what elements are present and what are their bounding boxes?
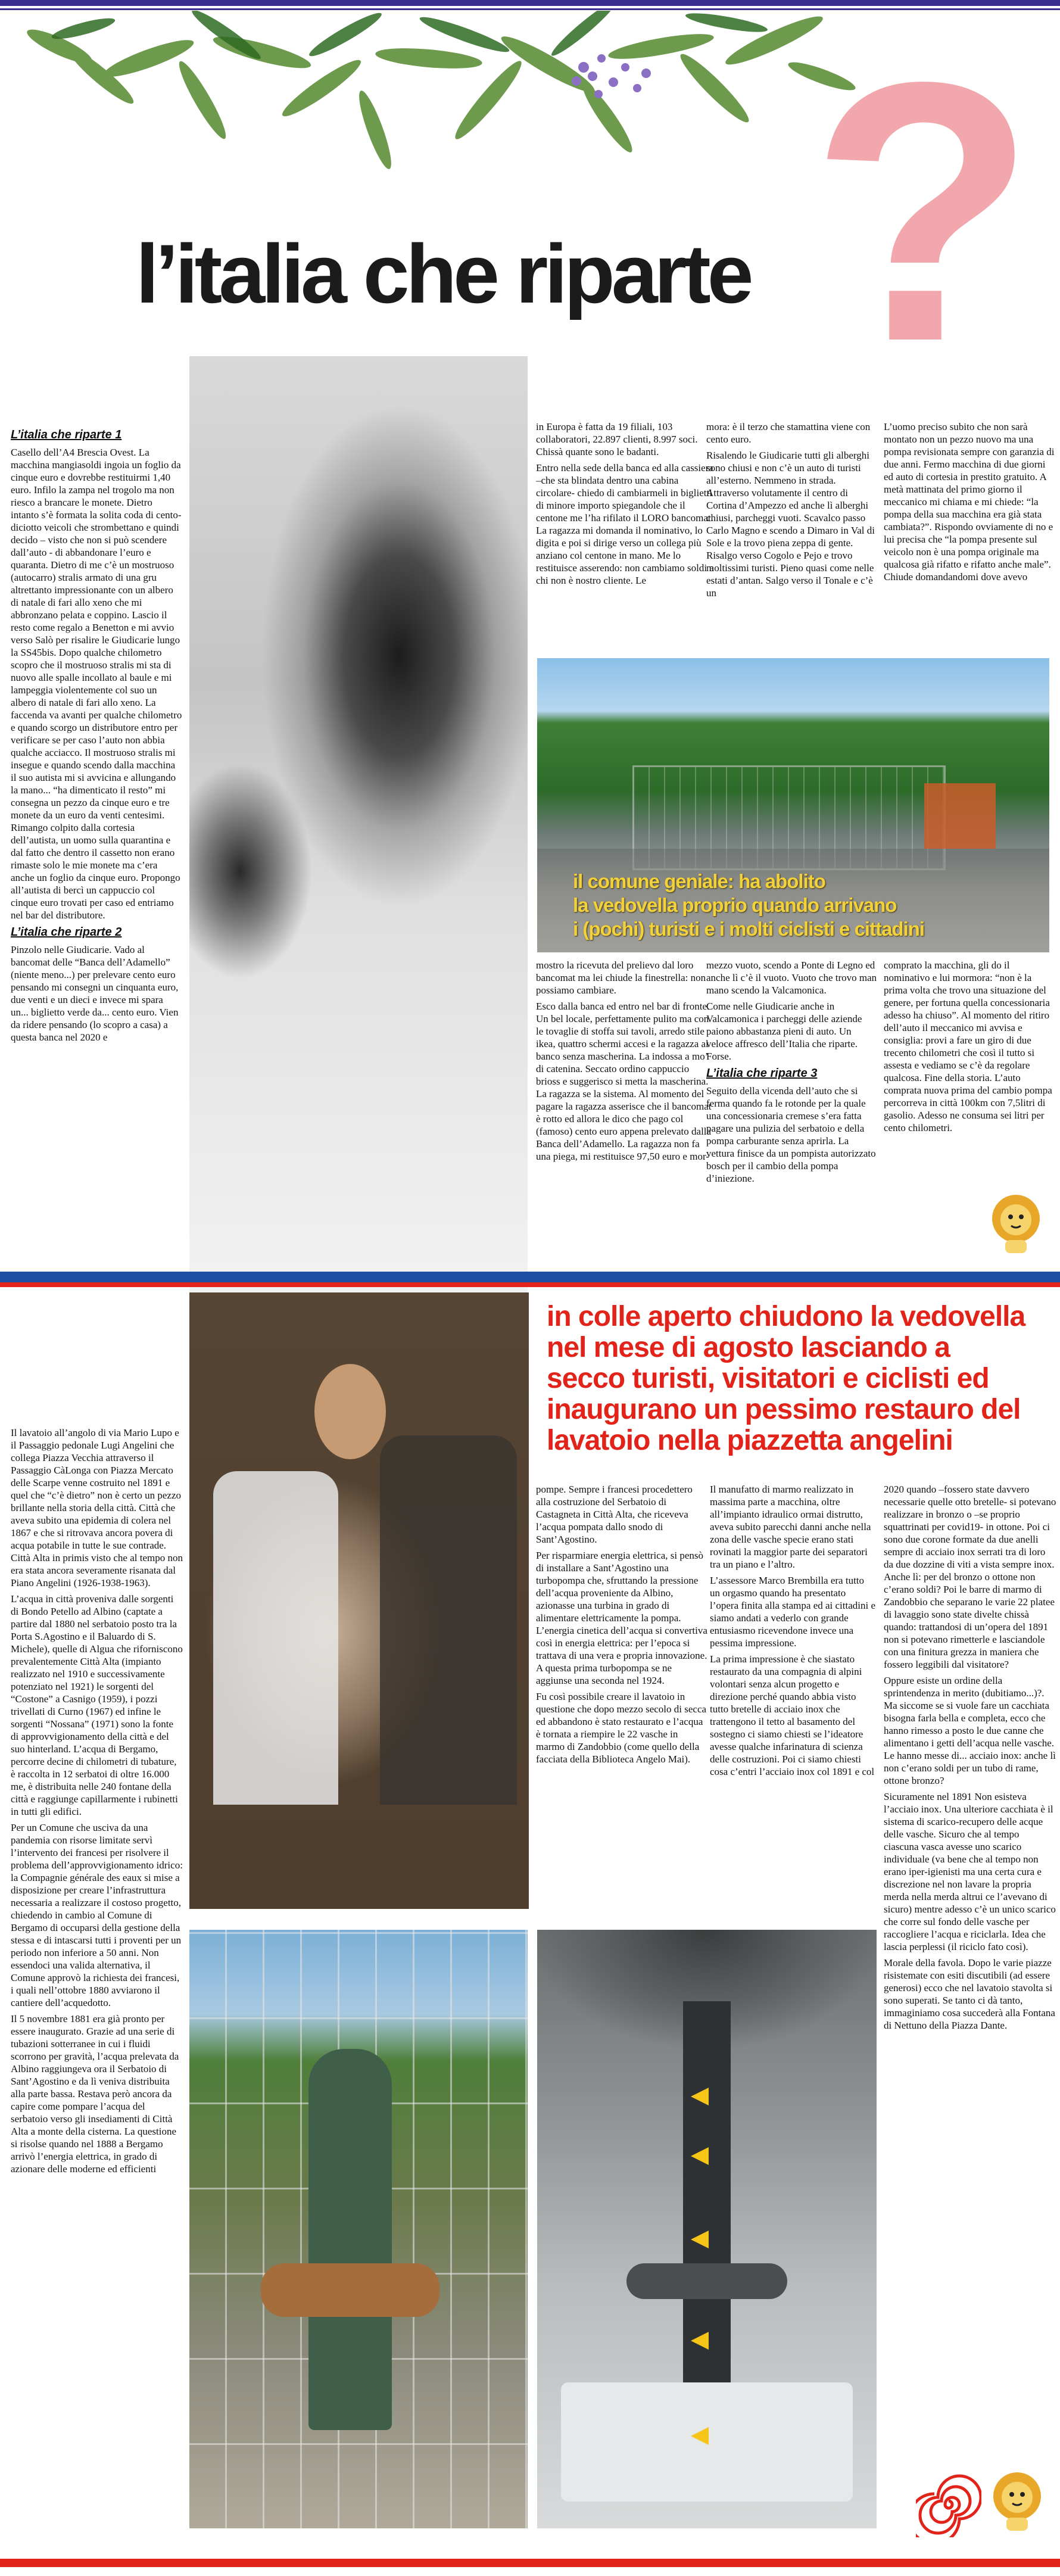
lavatoio-col-4 [884,1483,1056,2466]
story-paragraph: Casello dell’A4 Brescia Ovest. La macchina mangiasoldi ingoia un foglio da cinque euro e dovrebbe restituirmi 1,40 euro. Infilo la zampa nel trogolo ma non riesco a brancare le monete. Dietro intanto s’è formata la solita coda di cento-diciotto veicoli che strombettano e quindi decido – visto che non si può scendere dall’auto - di abbandonare l’euro e quaranta. Dietro di me c’è un mostruoso (autocarro) stralis armato di una gru altrettanto impressionante con un albero di natale di fari allo xeno che mi abbronzano pelata e coppino. Lascio il resto come regalo a Benetton e mi avvio verso Salò per risalire le Giudicarie lungo la SS45bis. Dopo qualche chilometro scopro che il mostruoso stralis mi sta di nuovo alle spalle incollato al baule e mi lampeggia violentemente col suo un albero di natale di fari allo xeno. La faccenda va avanti per qualche chilometro e quando scorgo un distributore entro per verificare se per caso l’auto non abbia qualche acciacco. Il mostruoso stralis mi insegue e quando scendo dalla macchina il suo autista mi si avvicina e allungando la mano... “ha dimenticato il resto” mi consegna un pezzo da cinque euro e tre monete da un euro da venti centesimi. Rimango colpito dalla cortesia dell’autista, un uomo sulla quarantina e dal fatto che dentro il cassetto non erano rimaste solo le mie monete ma c’era anche un foglio da cinque euro. Propongo all’autista di bercì un cappuccio col cinque euro trovati per caso ed entriamo nel bar del distributore. [11,447,182,921]
lavatoio-paragraph: Il 5 novembre 1881 era già pronto per essere inaugurato. Grazie ad una serie di tubazioni sotterranee in cui i fluidi scorrono per gravità, l’acqua prelevata da Albino raggiungeva ora il Serbatoio di Sant’Agostino e da lì veniva distribuita alla parte bassa. Restava però ancora da capire come pompare l’acqua del serbatoio verso gli insediamenti di Città Alta a monte della cisterna. La questione si risolse quando nel 1888 a Bergamo arrivò l’energia elettrica, in grado di azionare delle moderne ed efficienti [11,2013,179,2175]
lavatoio-col-1 [11,1426,183,2552]
story-paragraph: Pinzolo nelle Giudicarie. Vado al bancomat delle “Banca dell’Adamello” (niente meno...) per prelevare cento euro pensando mi consegni un cinquanta euro, due venti e un dieci e invece mi spara un... biglietto verde da... cento euro. Vien da ridere pensando (lo scopro a casa) a questa banca nel 2020 e [11,944,179,1043]
top-bar-thin [0,8,1060,10]
headline: in colle aperto chiudono la vedovella nel mese di agosto lasciando a secco turisti, visitatori e ciclisti ed inaugurano un pessimo restauro del lavatoio nella piazzetta angelini [547,1301,1025,1456]
section-heading-3: L’italia che riparte 3 [706,1067,818,1080]
question-mark: ? [810,42,1036,375]
section-heading-1: L’italia che riparte 1 [11,428,122,441]
story-col-3b [706,959,879,1269]
caption-line-3: i (pochi) turisti e i molti ciclisti e cittadini [573,918,925,940]
lavatoio-col-3 [710,1483,877,1912]
story-paragraph: mezzo vuoto, scendo a Ponte di Legno ed anche lì c’è il vuoto. Vuoto che trovo man mano scendo la Valcamonica. [706,960,877,996]
top-bar [0,0,1060,6]
story-paragraph: in Europa è fatta da 19 filiali, 103 collaboratori, 22.897 clienti, 8.997 soci. Chissà quante sono le badanti. [536,421,698,457]
story-col-3 [706,420,879,653]
lavatoio-paragraph: pompe. Sempre i francesi procedettero alla costruzione del Serbatoio di Castagneta in Città Alta, che riceveva l’acqua pompata dallo snodo di Sant’Agostino. [536,1484,693,1545]
story-paragraph: mora: è il terzo che stamattina viene con cento euro. [706,421,871,445]
lion-mascot-icon [989,2469,1046,2534]
fountain-photo [189,1930,528,2528]
story-col-2b [536,959,715,1269]
lavatoio-col-2 [536,1483,709,1912]
smoke-photo [189,356,528,1292]
story-paragraph: mostro la ricevuta del prelievo dal loro bancomat ma lei chiude la finestrella: non possiamo cambiare. [536,960,706,996]
lavatoio-paragraph: L’acqua in città proveniva dalle sorgenti di Bondo Petello ad Albino (captate a partire dal 1880 nel serbatoio posto tra la Porta S.Agostino e il Baluardo di S. Michele), quelle di Algua che riforniscono prevalentemente Città Alta (impianto realizzato nel 1910 e successivamente potenziato nel 1921) le sorgenti del “Costone” a Casnigo (1959), i pozzi trivellati di Curno (1967) ed infine le sorgenti “Nossana” (1971) sono la fonte di approvvigionamento della città e del suo hinterland. L’acqua di Bergamo, percorre decine di chilometri di tubature, è raccolta in 12 serbatoi di oltre 16.000 me, è distribuita nelle 240 fontane della città e raggiunge capillarmente i rubinetti in tutti gli edifici. [11,1593,183,1817]
story-paragraph: comprato la macchina, gli do il nominativo e lui mormora: “non è la prima volta che trovo una situazione del genere, per fortuna quella concessionaria adesso ha chiuso”. Al momento del ritiro dell’auto il meccanico mi avvisa e consiglia: provi a fare un giro di due trecento chilometri che così il tutto si assesta e vediamo se c’è da regolare qualcosa. Fine della storia. L’auto comprata nuova prima del cambio pompa percorreva in città 100km con 7,5litri di gasolio. Adesso ne consuma sei litri per cento chilometri. [884,960,1052,1133]
story-col-2 [536,420,715,653]
caption-line-1: il comune geniale: ha abolito [573,870,825,892]
photo-caption [573,870,990,941]
mid-red-bar [0,1282,1060,1287]
lavatoio-paragraph: 2020 quando –fossero state davvero necessarie quelle otto bretelle- si potevano realizzare in bronzo o –se proprio squattrinati per covid19- in ottone. Poi ci sono due corone formate da due anelli sempre di acciaio inox serrati tra di loro da due dozzine di viti a vista sempre inox. Anche lì: per del bronzo o ottone non c’erano soldi? Poi le barre di marmo di Zandobbio che separano le varie 22 platee di lavaggio sono state divelte chissà quando: trattandosi di un’opera del 1891 non si potevano rimetterle e lasciandole con una finitura grezza in maniera che fossero leggibili dal visitatore? [884,1484,1056,1670]
lavatoio-paragraph: Fu così possibile creare il lavatoio in questione che dopo mezzo secolo di secca ed abbandono è stato restaurato e l’acqua è tornata a riempire le 22 vasche in marmo di Zandobbio (come quello della facciata della Biblioteca Angelo Mai). [536,1691,707,1765]
lion-mascot-icon [987,1191,1045,1257]
lavatoio-paragraph: Il manufatto di marmo realizzato in massima parte a macchina, oltre all’impianto idraulico ormai distrutto, aveva subito parecchi danni anche nella zona delle vasche specie erano stati rovinati la maggior parte dei separatori tra un piano e l’altro. [710,1484,871,1570]
leafy-plant-decoration [12,11,858,177]
lavatoio-paragraph: Il lavatoio all’angolo di via Mario Lupo e il Passaggio pedonale Lugi Angelini che collega Piazza Vecchia attraverso il Passaggio CàLonga con Piazza Mercato delle Scarpe venne costruito nel 1891 e quel che “c’è dietro” non è certo un pezzo brillante nella storia della città. Città che aveva subito una epidemia di colera nel 1867 e che si ritrovava ancora povera di acqua potabile in tutte le sue contrade. Città Alta in primis visto che al tempo non era stata ancora severamente risanata dal Piano Angelini (1926-1938-1963). [11,1427,183,1588]
section-heading-2: L’italia che riparte 2 [11,926,122,939]
arrow-annotations [685,2085,744,2472]
lavatoio-paragraph: Oppure esiste un ordine della sprintendenza in merito (dubitiamo...)?. Ma siccome se si vuole fare un cacchiata bisogna farla bella e completa, ecco che hanno rimesso a posto le due canne che alimentano i getti dell’acqua nelle vasche. Le hanno messe di... acciaio inox: anche lì non c’erano soldi per un tubo di rame, ottone bronzo? [884,1675,1056,1786]
lavatoio-paragraph: Per un Comune che usciva da una pandemia con risorse limitate servì l’intervento dei francesi per risolvere il problema dell’approvvigionamento idrico: la Compagnie générale des eaux si mise a disposizione per creare l’infrastruttura necessaria a realizzare il costoso progetto, chiedendo in cambio al Comune di Bergamo di occuparsi della gestione della stessa e di intascarsi tutti i proventi per un periodo non inferiore a 50 anni. Non essendoci una valida alternativa, il Comune approvò la richiesta dei francesi, i quali nell’ottobre 1880 avviarono il cantiere dell’acquedotto. [11,1822,183,2008]
lavatoio-paragraph: Morale della favola. Dopo le varie piazze risistemate con esiti discutibili (ad essere generosi) ecco che nel lavatoio stavolta si sono superati. Se tanto ci dà tanto, immaginiamo cosa succederà alla Fontana di Nettuno della Piazza Dante. [884,1957,1055,2031]
story-col-4b [884,959,1056,1197]
story-paragraph: L’uomo preciso subito che non sarà montato non un pezzo nuovo ma una pompa revisionata sempre con garanzia di due anni. Fermo macchina di due giorni ed auto di cortesia in prestito gratuito. A metà mattinata del primo giorno il meccanico mi chiama e mi chiede: “la pompa della sua macchina era già stata cambiata?”. Rispondo ovviamente di no e lui precisa che “la pompa presente sul veicolo non è una pompa originale ma qualcosa già rifatto e rifatto anche male”. Chiude domandandomi dove avevo [884,421,1055,583]
question-mark-graphic [804,42,1042,375]
story-col-4 [884,420,1056,653]
story-paragraph: Seguito della vicenda dell’auto che si ferma quando fa le rotonde per la quale una concessionaria cremese s’era fatta pagare una pulizia del serbatoio e della pompa carburante senza aprirla. La vettura finisce da un pompista autorizzato bosch per il cambio della pompa d’iniezione. [706,1085,876,1184]
page-title: l’italia che riparte [136,227,750,320]
story-col-1 [11,424,182,1282]
lavatoio-paragraph: La prima impressione è che siastato restaurato da una compagnia di alpini volontari senza alcun progetto e direzione perché quando abbia visto tutto bretelle di acciaio inox che trattengono il tetto al basamento del sostegno ci siamo chiesti se l’ideatore avesse qualche infarinatura di scienza delle costruzioni. Poi ci siamo chiesti cosa c’entri l’acciaio inox col 1891 e col [710,1653,875,1777]
story-paragraph: Come nelle Giudicarie anche in Valcamonica i parcheggi delle aziende paiono abbastanza pieni di auto. Un veloce affresco dell’Italia che riparte. Forse. [706,1001,862,1062]
group-photo [189,1292,529,1909]
red-spiral-icon [916,2472,981,2537]
lavatoio-paragraph: Per risparmiare energia elettrica, si pensò di installare a Sant’Agostino una turbopompa che, sfruttando la pressione dell’acqua proveniente da Albino, azionasse una turbina in grado di alimentare elettricamente la pompa. L’energia cinetica dell’acqua si convertiva così in energia elettrica: per l’epoca si trattava di una vera e propria innovazione. A questa prima turbopompa se ne aggiunse una seconda nel 1924. [536,1550,707,1686]
lavatoio-paragraph: Sicuramente nel 1891 Non esisteva l’acciaio inox. Una ulteriore cacchiata è il sistema di scarico-recupero delle acque delle vasche. Sicuro che al tempo ciascuna vasca avesse uno scarico individuale (va bene che al tempo non erano iper-igienisti ma una certa cura e discrezione nel non lavare la propria merda nella merda altrui ce l’avevano di sicuro) mentre adesso c’è un unico scarico che corre sul fondo delle vasche per raccogliere l’acqua e riciclarla. Idea che lascia perplessi (il riciclo fato così). [884,1791,1056,1952]
story-paragraph: Risalendo le Giudicarie tutti gli alberghi sono chiusi e non c’è un auto di turisti all’esterno. Nemmeno in strada. Attraverso volutamente il centro di Cortina d’Ampezzo ed anche lì alberghi chiusi, parcheggi vuoti. Scavalco passo Carlo Magno e scendo a Dimaro in Val di Sole e la trovo piena zeppa di gente. Risalgo verso Cogolo e Pejo e trovo moltissimi turisti. Pieno quasi come nelle estati d’antan. Salgo verso il Tonale e c’è un [706,450,875,599]
story-paragraph: Esco dalla banca ed entro nel bar di fronte. Un bel locale, perfettamente pulito ma con le tovaglie di stoffa sui tavoli, arredo stile ikea, quattro schermi accesi e la ragazza al banco senza mascherina. La indossa a mo’ di catenina. Seccato ordino cappuccio brioss e suggerisco si metta la mascherina. La ragazza se la sistema. Al momento del pagare la ragazza asserisce che il bancomat è rotto ed allora le dico che pago col (famoso) cento euro appena prelevato dalla Banca dell’Adamello. La ragazza non fa una piega, mi restituisce 97,50 euro e mor- [536,1001,712,1162]
bottom-red-bar [0,2559,1060,2567]
caption-line-2: la vedovella proprio quando arrivano [573,894,897,916]
lavatoio-paragraph: L’assessore Marco Brembilla era tutto un orgasmo quando ha presentato l’opera finita alla stampa ed ai cittadini e siamo andati a vederlo con grande entusiasmo ricevendone invece una pessima impressione. [710,1575,876,1649]
story-paragraph: Entro nella sede della banca ed alla cassiera –che sta blindata dentro una cabina circolare- chiedo di cambiarmeli in biglietti di minore importo spiegandole che il centone me l’ha rifilato il LORO bancomat. La ragazza mi domanda il nominativo, lo digita e poi si dirige verso un collega più anziano col centone in mano. Me lo restituisce asserendo: non cambiamo soldi a chi non è nostro cliente. Le [536,462,714,586]
